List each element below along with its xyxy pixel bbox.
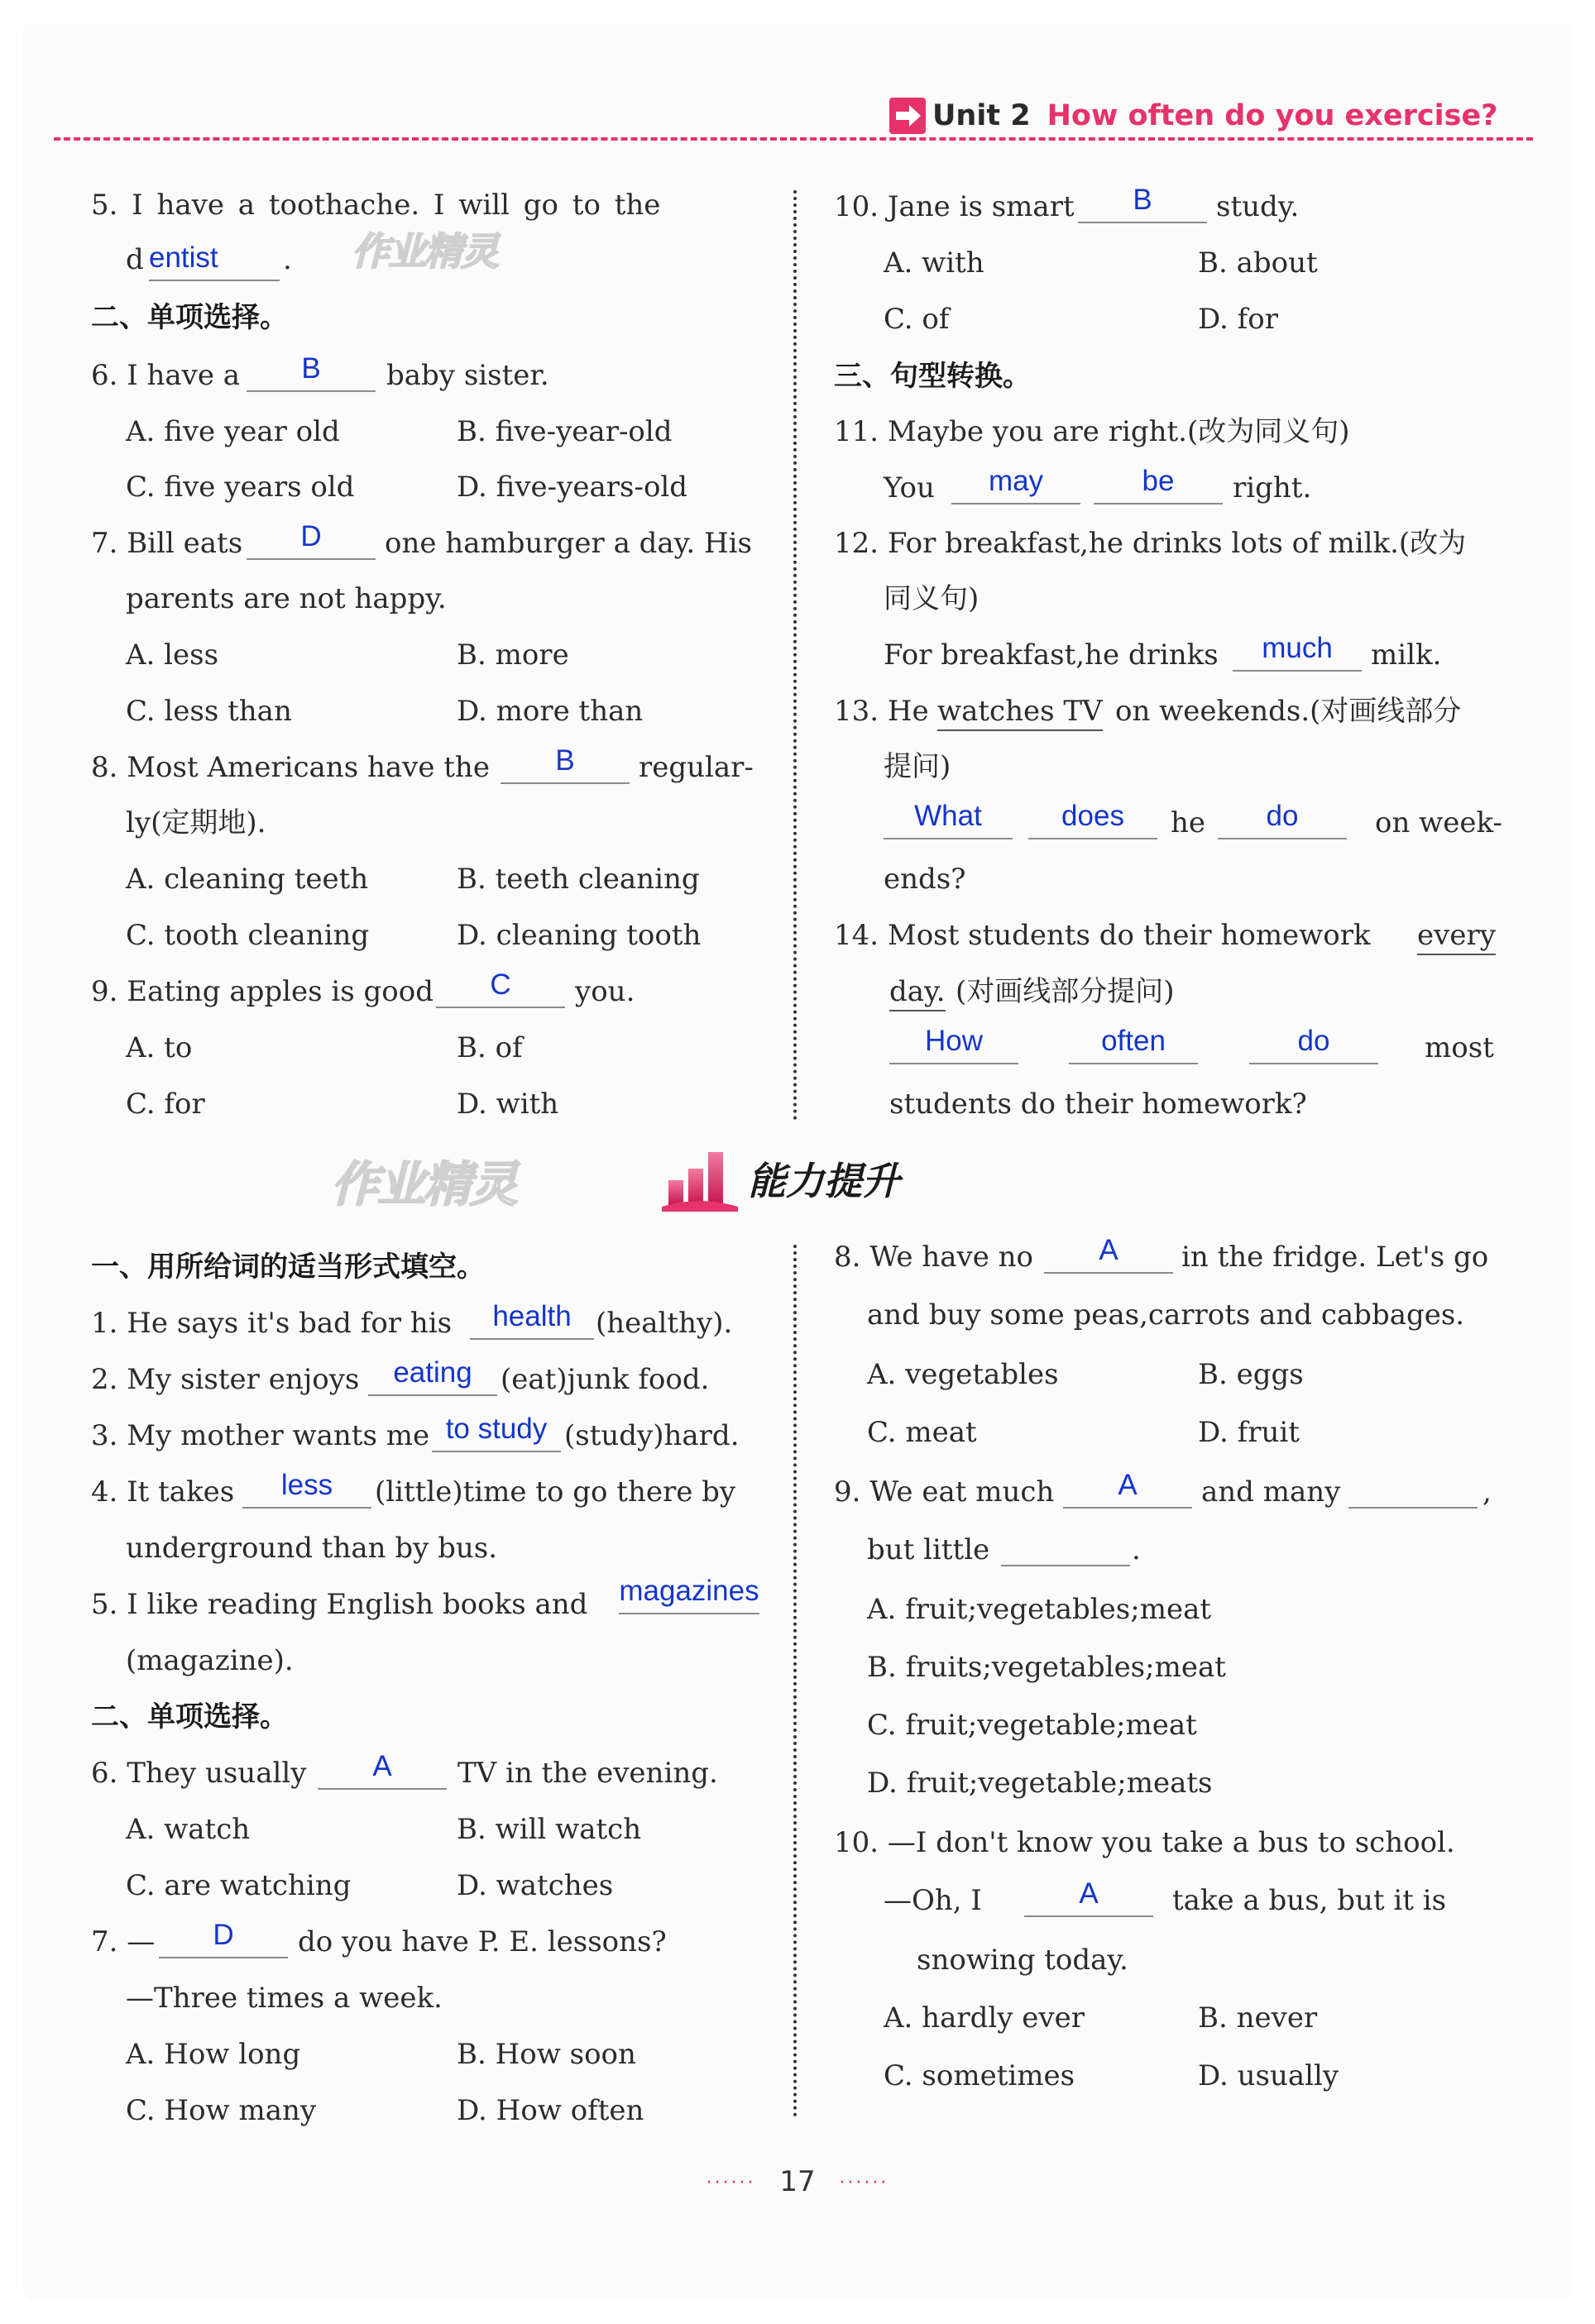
q5-prefix: d	[126, 243, 144, 276]
q11-answer-2: be	[1094, 463, 1223, 504]
q7-line2: parents are not happy.	[126, 582, 447, 615]
q14-line1: 14. Most students do their homework	[834, 919, 1371, 952]
b4-stem: 4. It takes	[91, 1475, 235, 1509]
arrow-right-icon	[889, 98, 926, 134]
b5-line2: (magazine).	[126, 1644, 294, 1677]
q11-stem: 11. Maybe you are right.(改为同义句)	[834, 415, 1350, 448]
q13-answer-2: does	[1028, 798, 1157, 839]
b6-option-a: A. watch	[126, 1813, 251, 1846]
b7-option-b: B. How soon	[457, 2038, 636, 2071]
q14-answer-3: do	[1249, 1023, 1378, 1064]
q10-option-c: C. of	[884, 303, 950, 336]
q13-line4: ends?	[884, 863, 966, 896]
b4-answer: less	[242, 1467, 371, 1509]
q13-answer-3: do	[1218, 798, 1347, 839]
q7-answer: D	[247, 519, 376, 560]
q6-option-a: A. five year old	[126, 415, 340, 448]
b9-stem: 9. We eat much	[834, 1475, 1055, 1509]
page-number: 17	[779, 2165, 816, 2198]
b6-option-c: C. are watching	[126, 1869, 352, 1902]
q7-option-b: B. more	[457, 638, 569, 672]
b1-stem: 1. He says it's bad for his	[91, 1307, 453, 1340]
b9-blank-3	[1001, 1525, 1130, 1566]
q10-option-d: D. for	[1198, 303, 1278, 336]
q7-option-d: D. more than	[457, 695, 644, 728]
b7-stem: 7. —	[91, 1925, 156, 1958]
q11-answer-1: may	[951, 463, 1080, 504]
column-divider-top	[793, 190, 797, 1121]
q7-stem: 7. Bill eats	[91, 527, 243, 560]
q5-suffix: .	[283, 243, 292, 276]
b10-option-c: C. sometimes	[884, 2059, 1075, 2092]
b10-option-b: B. never	[1198, 2001, 1318, 2035]
q6-stem: 6. I have a	[91, 359, 241, 392]
b9-middle: and many	[1201, 1475, 1341, 1509]
q14-answer-1: How	[889, 1023, 1018, 1064]
b7-line2: —Three times a week.	[126, 1982, 443, 2015]
b4-stem-end: (little)time to go there by	[375, 1475, 736, 1509]
q8-stem-end: regular-	[639, 751, 754, 784]
b3-stem: 3. My mother wants me	[91, 1419, 430, 1452]
b7-stem-end: do you have P. E. lessons?	[298, 1925, 667, 1958]
q6-stem-end: baby sister.	[386, 359, 549, 392]
q8-option-a: A. cleaning teeth	[126, 863, 369, 896]
b9-line2: but little	[867, 1533, 990, 1566]
b8-answer: A	[1044, 1232, 1173, 1274]
b5-stem: 5. I like reading English books and	[91, 1588, 588, 1621]
b10-prefix: —Oh, I	[884, 1884, 982, 1917]
watermark-2: 作业精灵	[331, 1156, 517, 1212]
b3-answer: to study	[432, 1411, 561, 1452]
b8-stem-end: in the fridge. Let's go	[1181, 1241, 1489, 1274]
b8-option-c: C. meat	[867, 1416, 977, 1449]
b8-option-a: A. vegetables	[867, 1358, 1059, 1391]
q14-suffix: most	[1425, 1031, 1494, 1064]
b9-answer: A	[1063, 1467, 1192, 1509]
b8-option-b: B. eggs	[1198, 1358, 1304, 1391]
q9-option-b: B. of	[457, 1031, 523, 1064]
b2-answer: eating	[368, 1355, 497, 1396]
q14-rest: (对画线部分提问)	[956, 975, 1175, 1008]
q6-option-c: C. five years old	[126, 471, 355, 504]
q5-answer: entist	[149, 240, 280, 281]
b10-option-a: A. hardly ever	[884, 2001, 1085, 2035]
b3-stem-end: (study)hard.	[564, 1419, 740, 1452]
section-banner	[662, 1145, 900, 1212]
q8-answer: B	[501, 743, 630, 784]
q12-answer: much	[1233, 630, 1362, 672]
footer-dots-left: ······	[706, 2173, 756, 2193]
b10-answer: A	[1024, 1876, 1153, 1917]
q12-prefix: For breakfast,he drinks	[884, 638, 1219, 672]
b7-answer: D	[159, 1917, 288, 1958]
q10-option-b: B. about	[1198, 246, 1318, 280]
q8-line2: ly(定期地).	[126, 806, 266, 839]
b9-comma: ,	[1482, 1475, 1492, 1509]
watermark-1: 作业精灵	[352, 229, 497, 274]
q9-stem: 9. Eating apples is good	[91, 975, 433, 1008]
q9-stem-end: you.	[575, 975, 635, 1008]
b5-answer: magazines	[619, 1573, 759, 1614]
b8-stem: 8. We have no	[834, 1241, 1034, 1274]
b9-option-b: B. fruits;vegetables;meat	[867, 1651, 1226, 1684]
b7-option-c: C. How many	[126, 2094, 317, 2127]
q5-line1: 5. I have a toothache. I will go to the	[91, 189, 661, 222]
header-divider	[54, 137, 1533, 141]
q7-option-a: A. less	[126, 638, 219, 672]
q10-stem-end: study.	[1216, 190, 1300, 223]
b2-stem-end: (eat)junk food.	[501, 1363, 710, 1396]
q13-underlined: watches TV	[937, 693, 1103, 731]
b10-line3: snowing today.	[917, 1944, 1128, 1977]
b10-line1: 10. —I don't know you take a bus to school.	[834, 1826, 1455, 1859]
b1-stem-end: (healthy).	[596, 1307, 733, 1340]
banner-title: 能力提升	[748, 1159, 900, 1203]
b7-option-a: A. How long	[126, 2038, 301, 2071]
q6-option-b: B. five-year-old	[457, 415, 673, 448]
b9-option-c: C. fruit;vegetable;meat	[867, 1709, 1197, 1742]
b6-stem-end: TV in the evening.	[457, 1757, 718, 1790]
footer-dots-right: ······	[839, 2173, 889, 2193]
column-divider-bottom	[793, 1245, 797, 2117]
bar-chart-icon	[662, 1145, 738, 1212]
q8-option-d: D. cleaning tooth	[457, 919, 702, 952]
b1-answer: health	[470, 1298, 594, 1340]
q13-rest: on weekends.(对画线部分	[1115, 695, 1462, 728]
b10-stem-end: take a bus, but it is	[1172, 1884, 1447, 1917]
b4-line2: underground than by bus.	[126, 1532, 498, 1565]
q11-suffix: right.	[1233, 471, 1312, 504]
q13-line2: 提问)	[884, 750, 951, 783]
b9-period: .	[1132, 1533, 1141, 1566]
q9-answer: C	[436, 967, 565, 1008]
unit-header	[889, 93, 1498, 139]
b8-option-d: D. fruit	[1198, 1416, 1300, 1449]
q14-answer-2: often	[1069, 1023, 1198, 1064]
q8-option-c: C. tooth cleaning	[126, 919, 370, 952]
q13-answer-1: What	[884, 798, 1013, 839]
q13-suffix: on week-	[1375, 806, 1503, 839]
q14-underlined-2: day.	[889, 973, 946, 1011]
q13-num: 13. He	[834, 695, 929, 728]
q12-line1: 12. For breakfast,he drinks lots of milk.(改为	[834, 527, 1467, 560]
q13-middle: he	[1171, 806, 1206, 839]
section-1-title: 一、用所给词的适当形式填空。	[91, 1250, 485, 1284]
q6-option-d: D. five-years-old	[457, 471, 688, 504]
q9-option-c: C. for	[126, 1088, 205, 1121]
b8-line2: and buy some peas,carrots and cabbages.	[867, 1298, 1465, 1332]
b6-option-d: D. watches	[457, 1869, 614, 1902]
b9-blank-2	[1348, 1467, 1478, 1509]
q12-line2: 同义句)	[884, 582, 980, 615]
q8-option-b: B. teeth cleaning	[457, 863, 700, 896]
b9-option-a: A. fruit;vegetables;meat	[867, 1593, 1212, 1626]
q11-prefix: You	[884, 471, 935, 504]
section-2-title: 二、单项选择。	[91, 301, 288, 334]
q7-option-c: C. less than	[126, 695, 292, 728]
b6-option-b: B. will watch	[457, 1813, 642, 1846]
q9-option-a: A. to	[126, 1031, 193, 1064]
page-footer	[0, 2165, 1595, 2198]
q6-answer: B	[247, 351, 376, 392]
q10-stem: 10. Jane is smart	[834, 190, 1075, 223]
b6-stem: 6. They usually	[91, 1757, 307, 1790]
b10-option-d: D. usually	[1198, 2059, 1339, 2092]
q8-stem: 8. Most Americans have the	[91, 751, 490, 784]
b2-stem: 2. My sister enjoys	[91, 1363, 360, 1396]
q10-option-a: A. with	[884, 246, 984, 280]
q10-answer: B	[1078, 182, 1207, 223]
section-3-title: 三、句型转换。	[834, 360, 1031, 393]
b7-option-d: D. How often	[457, 2094, 644, 2127]
q7-stem-end: one hamburger a day. His	[385, 527, 752, 560]
q14-underlined-1: every	[1417, 917, 1496, 955]
unit-label: Unit 2	[932, 99, 1031, 132]
b9-option-d: D. fruit;vegetable;meats	[867, 1767, 1213, 1800]
section-2b-title: 二、单项选择。	[91, 1700, 288, 1733]
b6-answer: A	[318, 1748, 447, 1790]
q12-suffix: milk.	[1371, 638, 1442, 672]
unit-title: How often do you exercise?	[1047, 99, 1498, 132]
q14-line4: students do their homework?	[889, 1088, 1307, 1121]
q9-option-d: D. with	[457, 1088, 559, 1121]
